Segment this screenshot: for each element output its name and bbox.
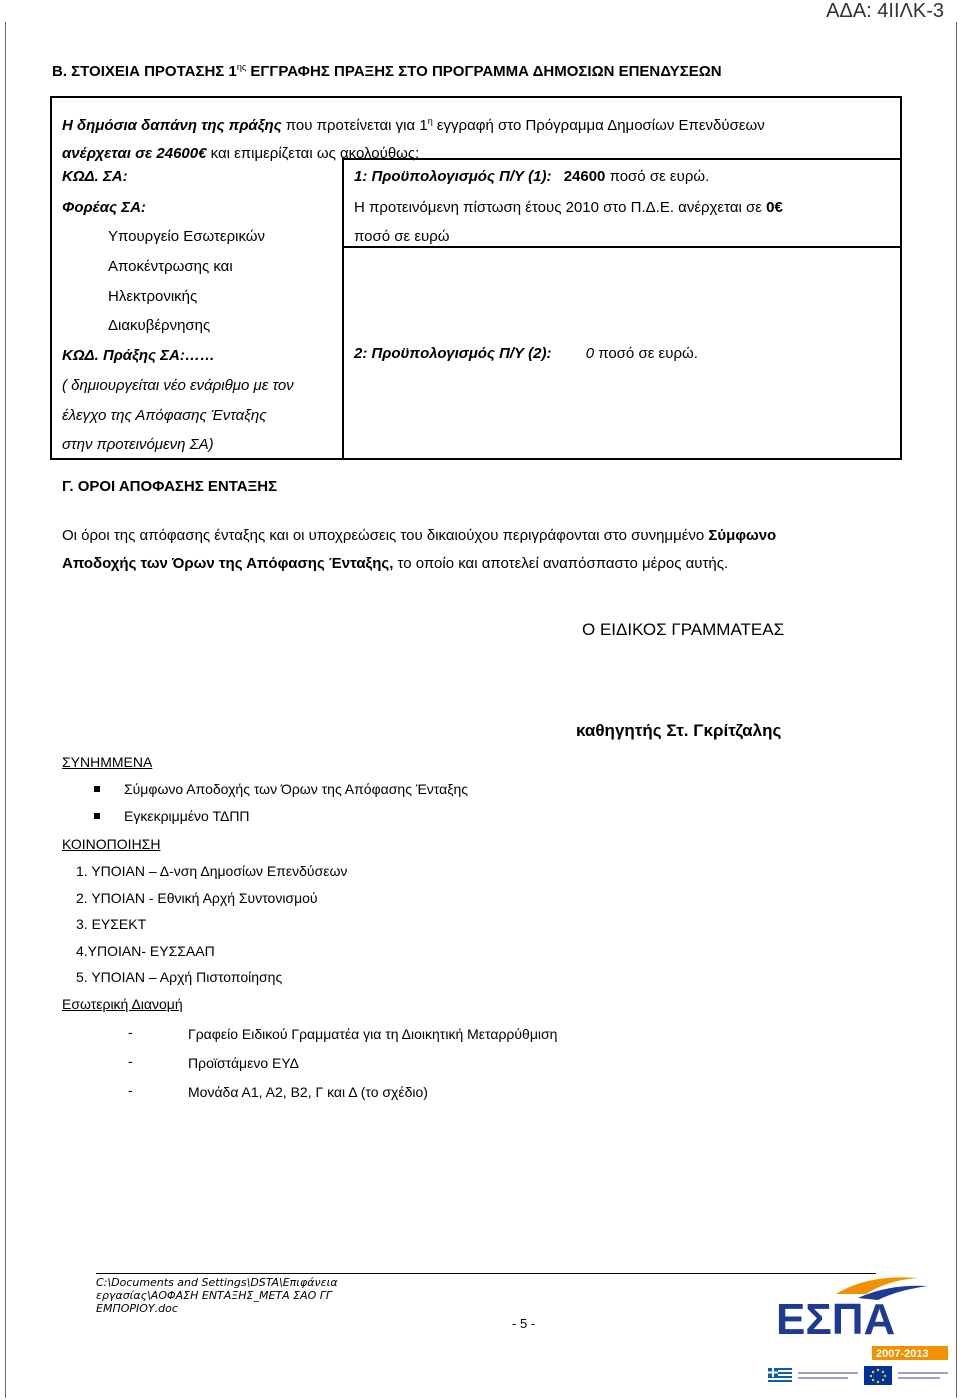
table-row2 — [62, 145, 419, 162]
footer-path-line-2: εργασίας\ΑΟΦΑΣΗ ΕΝΤΑΞΗΣ_ΜΕΤΑ ΣΑΟ ΓΓ — [96, 1289, 333, 1302]
espa-logo — [748, 1272, 954, 1388]
bullet-icon — [94, 786, 100, 792]
table-divider-vertical — [342, 158, 344, 460]
attachment-item-1: Σύμφωνο Αποδοχής των Όρων της Απόφασης Ένταξης — [124, 781, 469, 797]
eu-flag-icon — [864, 1366, 892, 1385]
notification-item-2: 2. ΥΠΟΙΑΝ - Εθνική Αρχή Συντονισμού — [76, 890, 318, 906]
budget2-amount: 0 — [585, 345, 595, 362]
budget2-row — [354, 345, 698, 362]
section-g-para-end: το οποίο και αποτελεί αναπόσπαστο μέρος αυτής. — [393, 555, 729, 572]
proposed-text: Η προτεινόμενη πίστωση έτους 2010 στο Π.Δ.Ε. ανέρχεται σε — [354, 199, 762, 216]
budget1-row — [354, 168, 709, 185]
internal-item-2: Προϊστάμενο ΕΥΔ — [188, 1055, 300, 1071]
table-divider-top — [344, 158, 902, 160]
budget1-label: 1: Προϋπολογισμός Π/Υ (1): — [354, 168, 552, 185]
row1-end: εγγραφή στο Πρόγραμμα Δημοσίων Επενδύσεων — [432, 117, 765, 134]
kod-sa-label: ΚΩΔ. ΣΑ: — [62, 168, 128, 185]
espa-logo-graphic — [748, 1272, 954, 1388]
budget1-amount: 24600 — [563, 168, 606, 185]
notification-item-3: 3. ΕΥΣΕΚΤ — [76, 916, 147, 932]
section-b-title — [52, 62, 722, 80]
logo-text-placeholder — [798, 1377, 848, 1379]
section-g-para-bold2: Αποδοχής των Όρων της Απόφασης Ένταξης, — [62, 555, 394, 572]
ministry-line-1: Υπουργείο Εσωτερικών — [108, 228, 266, 245]
table-row1 — [62, 116, 765, 134]
section-b-title-pre: Β. ΣΤΟΙΧΕΙΑ ΠΡΟΤΑΣΗΣ 1 — [52, 63, 237, 80]
row1-text: που προτείνεται για 1 — [281, 117, 428, 134]
internal-item-1: Γραφείο Ειδικού Γραμματέα για τη Διοικητική Μεταρρύθμιση — [188, 1026, 558, 1042]
kod-praxis-label: ΚΩΔ. Πράξης ΣΑ:…… — [62, 347, 215, 364]
notification-item-4: 4.ΥΠΟΙΑΝ- ΕΥΣΣΑΑΠ — [76, 943, 215, 959]
budget1-unit: ποσό σε ευρώ. — [605, 168, 710, 185]
section-b-title-post: ΕΓΓΡΑΦΗΣ ΠΡΑΞΗΣ ΣΤΟ ΠΡΟΓΡΑΜΜΑ ΔΗΜΟΣΙΩΝ ΕΠΕΝΔΥΣΕΩΝ — [250, 63, 722, 80]
budget2-unit: ποσό σε ευρώ. — [594, 345, 698, 362]
attachment-item-2: Εγκεκριμμένο ΤΔΠΠ — [124, 808, 250, 824]
footer-path-line-1: C:\Documents and Settings\DSTA\Επιφάνεια — [96, 1276, 338, 1289]
ministry-line-4: Διακυβέρνησης — [108, 317, 211, 334]
logo-years: 2007-2013 — [876, 1348, 929, 1360]
footer-path-line-3: ΕΜΠΟΡΙΟΥ.doc — [96, 1302, 178, 1315]
dash-marker: - — [128, 1053, 133, 1069]
budget2-label: 2: Προϋπολογισμός Π/Υ (2): — [354, 345, 552, 362]
section-g-title: Γ. ΟΡΟΙ ΑΠΟΦΑΣΗΣ ΕΝΤΑΞΗΣ — [62, 478, 278, 495]
attachments-heading: ΣΥΝΗΜΜΕΝΑ — [62, 754, 153, 770]
notification-item-5: 5. ΥΠΟΙΑΝ – Αρχή Πιστοποίησης — [76, 969, 283, 985]
notification-heading: ΚΟΙΝΟΠΟΙΗΣΗ — [62, 836, 161, 852]
internal-item-3: Μονάδα Α1, Α2, Β2, Γ και Δ (το σχέδιο) — [188, 1084, 428, 1100]
logo-text-placeholder — [798, 1372, 858, 1374]
signature-title: Ο ΕΙΔΙΚΟΣ ΓΡΑΜΜΑΤΕΑΣ — [582, 620, 785, 639]
foreas-sa-label: Φορέας ΣΑ: — [62, 199, 146, 216]
ministry-line-3: Ηλεκτρονικής — [108, 288, 198, 305]
greek-flag-icon — [768, 1368, 792, 1384]
bullet-icon — [94, 813, 100, 819]
dash-marker: - — [128, 1082, 133, 1098]
section-g-para-bold1: Σύμφωνο — [708, 527, 777, 544]
row1-sup: η — [427, 116, 433, 126]
page-number: - 5 - — [512, 1316, 536, 1331]
notification-item-1: 1. ΥΠΟΙΑΝ – Δ-νση Δημοσίων Επενδύσεων — [76, 863, 348, 879]
section-g-para-start: Οι όροι της απόφασης ένταξης και οι υποχρεώσεις του δικαιούχου περιγράφονται στο συνημμένο — [62, 527, 709, 544]
signature-name: καθηγητής Στ. Γκρίτζαλης — [576, 721, 782, 740]
public-expense-label: Η δημόσια δαπάνη της πράξης — [62, 117, 282, 134]
logo-text-placeholder — [898, 1372, 948, 1374]
internal-heading: Εσωτερική Διανομή — [62, 996, 183, 1012]
ada-code: ΑΔΑ: 4ΙΙΛΚ-3 — [826, 0, 944, 22]
proposed-unit: ποσό σε ευρώ — [354, 228, 450, 245]
logo-text-placeholder — [898, 1377, 940, 1379]
proposed-row — [354, 199, 783, 216]
amount-label: ανέρχεται σε 24600€ — [62, 145, 207, 162]
row2-text: και επιμερίζεται ως ακολούθως: — [206, 145, 420, 162]
section-b-title-sup: ης — [236, 62, 247, 72]
section-g-para-line1 — [62, 527, 776, 544]
dash-marker: - — [128, 1024, 133, 1040]
note-line-2: έλεγχο της Απόφασης Ένταξης — [62, 407, 267, 424]
table-divider-mid — [344, 246, 902, 248]
logo-text: ΕΣΠΑ — [776, 1295, 896, 1344]
note-line-3: στην προτεινόμενη ΣΑ) — [62, 436, 214, 453]
section-g-para-line2 — [62, 555, 728, 572]
proposed-amount: 0€ — [766, 199, 783, 216]
ministry-line-2: Αποκέντρωσης και — [108, 258, 233, 275]
note-line-1: ( δημιουργείται νέο ενάριθμο με τον — [62, 377, 294, 394]
